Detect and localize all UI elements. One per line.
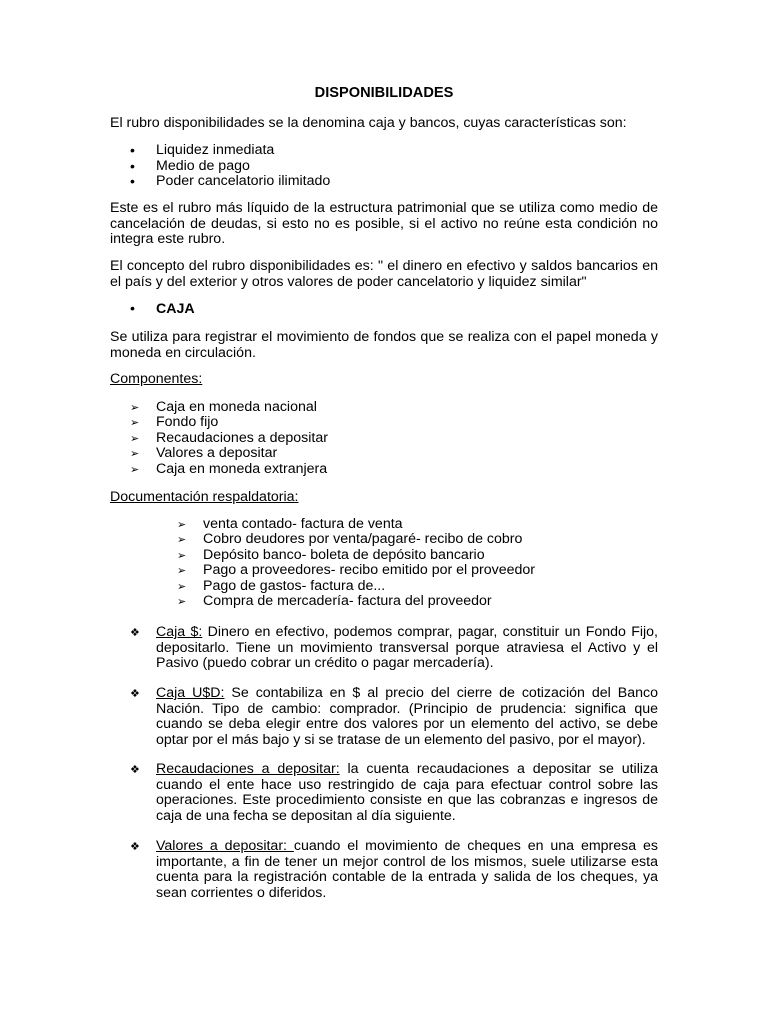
item-text: cuando el movimiento de cheques en una empresa es importante, a fin de tener un mejor control de los mismos, suele utilizarse esta cuenta para la registración contable de la entrada y salida de los cheques, ya sean corrientes o diferidos. [156,838,658,901]
item-recaudaciones [130,762,658,824]
list-item: ➢ Caja en moneda extranjera [130,462,328,477]
list-item: ➢ Fondo fijo [130,415,328,430]
list-item: ➢ Pago a proveedores- recibo emitido por el proveedor [177,563,535,578]
list-item: • Liquidez inmediata [130,143,330,159]
list-item: ➢ venta contado- factura de venta [177,517,535,532]
caja-heading-label: CAJA [156,301,195,317]
item-caja-usd [130,686,658,748]
diamond-bullet-icon: ❖ [130,840,140,853]
list-item: ➢ Cobro deudores por venta/pagaré- recibo de cobro [177,532,535,547]
item-text: la cuenta recaudaciones a depositar se utiliza cuando el ente hace uso restringido de caja para efectuar control sobre las operaciones. Este procedimiento consiste en que las cobranzas e ingresos de caja de una fecha se depositan al día siguiente. [156,761,658,824]
paragraph-concept: El concepto del rubro disponibilidades es: " el dinero en efectivo y saldos bancarios en el país y del exterior y otros valores de poder cancelatorio y liquidez similar" [110,258,658,290]
list-item: ➢ Recaudaciones a depositar [130,431,328,446]
list-item: ➢ Pago de gastos- factura de... [177,579,535,594]
item-term: Valores a depositar: [156,838,294,854]
item-term: Recaudaciones a depositar: [156,761,340,777]
list-item: ➢ Depósito banco- boleta de depósito bancario [177,548,535,563]
item-valores [130,839,658,901]
item-text: Se contabiliza en $ al precio del cierre de cotización del Banco Nación. Tipo de cambio: comprador. (Principio de prudencia: significa que cuando se deba elegir entre dos valores por un elemento del activo, se debe optar por el más bajo y si se tratase de un elemento del pasivo, por el mayor). [156,685,658,748]
diamond-bullet-icon: ❖ [130,626,140,639]
item-term: Caja U$D: [156,685,225,701]
bullet-icon: • [130,301,135,317]
list-item: ➢ Compra de mercadería- factura del proveedor [177,594,535,609]
diamond-bullet-icon: ❖ [130,687,140,700]
caja-description: Se utiliza para registrar el movimiento de fondos que se realiza con el papel moneda y moneda en circulación. [110,329,658,361]
documentacion-heading: Documentación respaldatoria: [110,489,299,505]
item-caja-pesos [130,625,658,672]
componentes-heading: Componentes: [110,371,203,387]
list-item: ➢ Caja en moneda nacional [130,400,328,415]
paragraph-definition: Este es el rubro más líquido de la estructura patrimonial que se utiliza como medio de cancelación de deudas, si esto no es posible, si el activo no reúne esta condición no integra este rubro. [110,200,658,248]
diamond-bullet-icon: ❖ [130,763,140,776]
documentacion-list [177,517,535,609]
intro-text: El rubro disponibilidades se la denomina caja y bancos, cuyas características son: [110,115,627,131]
page-title: DISPONIBILIDADES [314,85,454,101]
componentes-list [130,400,328,477]
item-term: Caja $: [156,624,203,640]
list-item: • Poder cancelatorio ilimitado [130,174,330,190]
item-text: Dinero en efectivo, podemos comprar, pagar, constituir un Fondo Fijo, depositarlo. Tiene un movimiento transversal porque atraviesa el Activo y el Pasivo (puedo cobrar un crédito o pagar mercadería). [156,624,659,672]
list-item: • Medio de pago [130,159,330,175]
characteristics-list [130,143,330,190]
list-item: ➢ Valores a depositar [130,446,328,461]
